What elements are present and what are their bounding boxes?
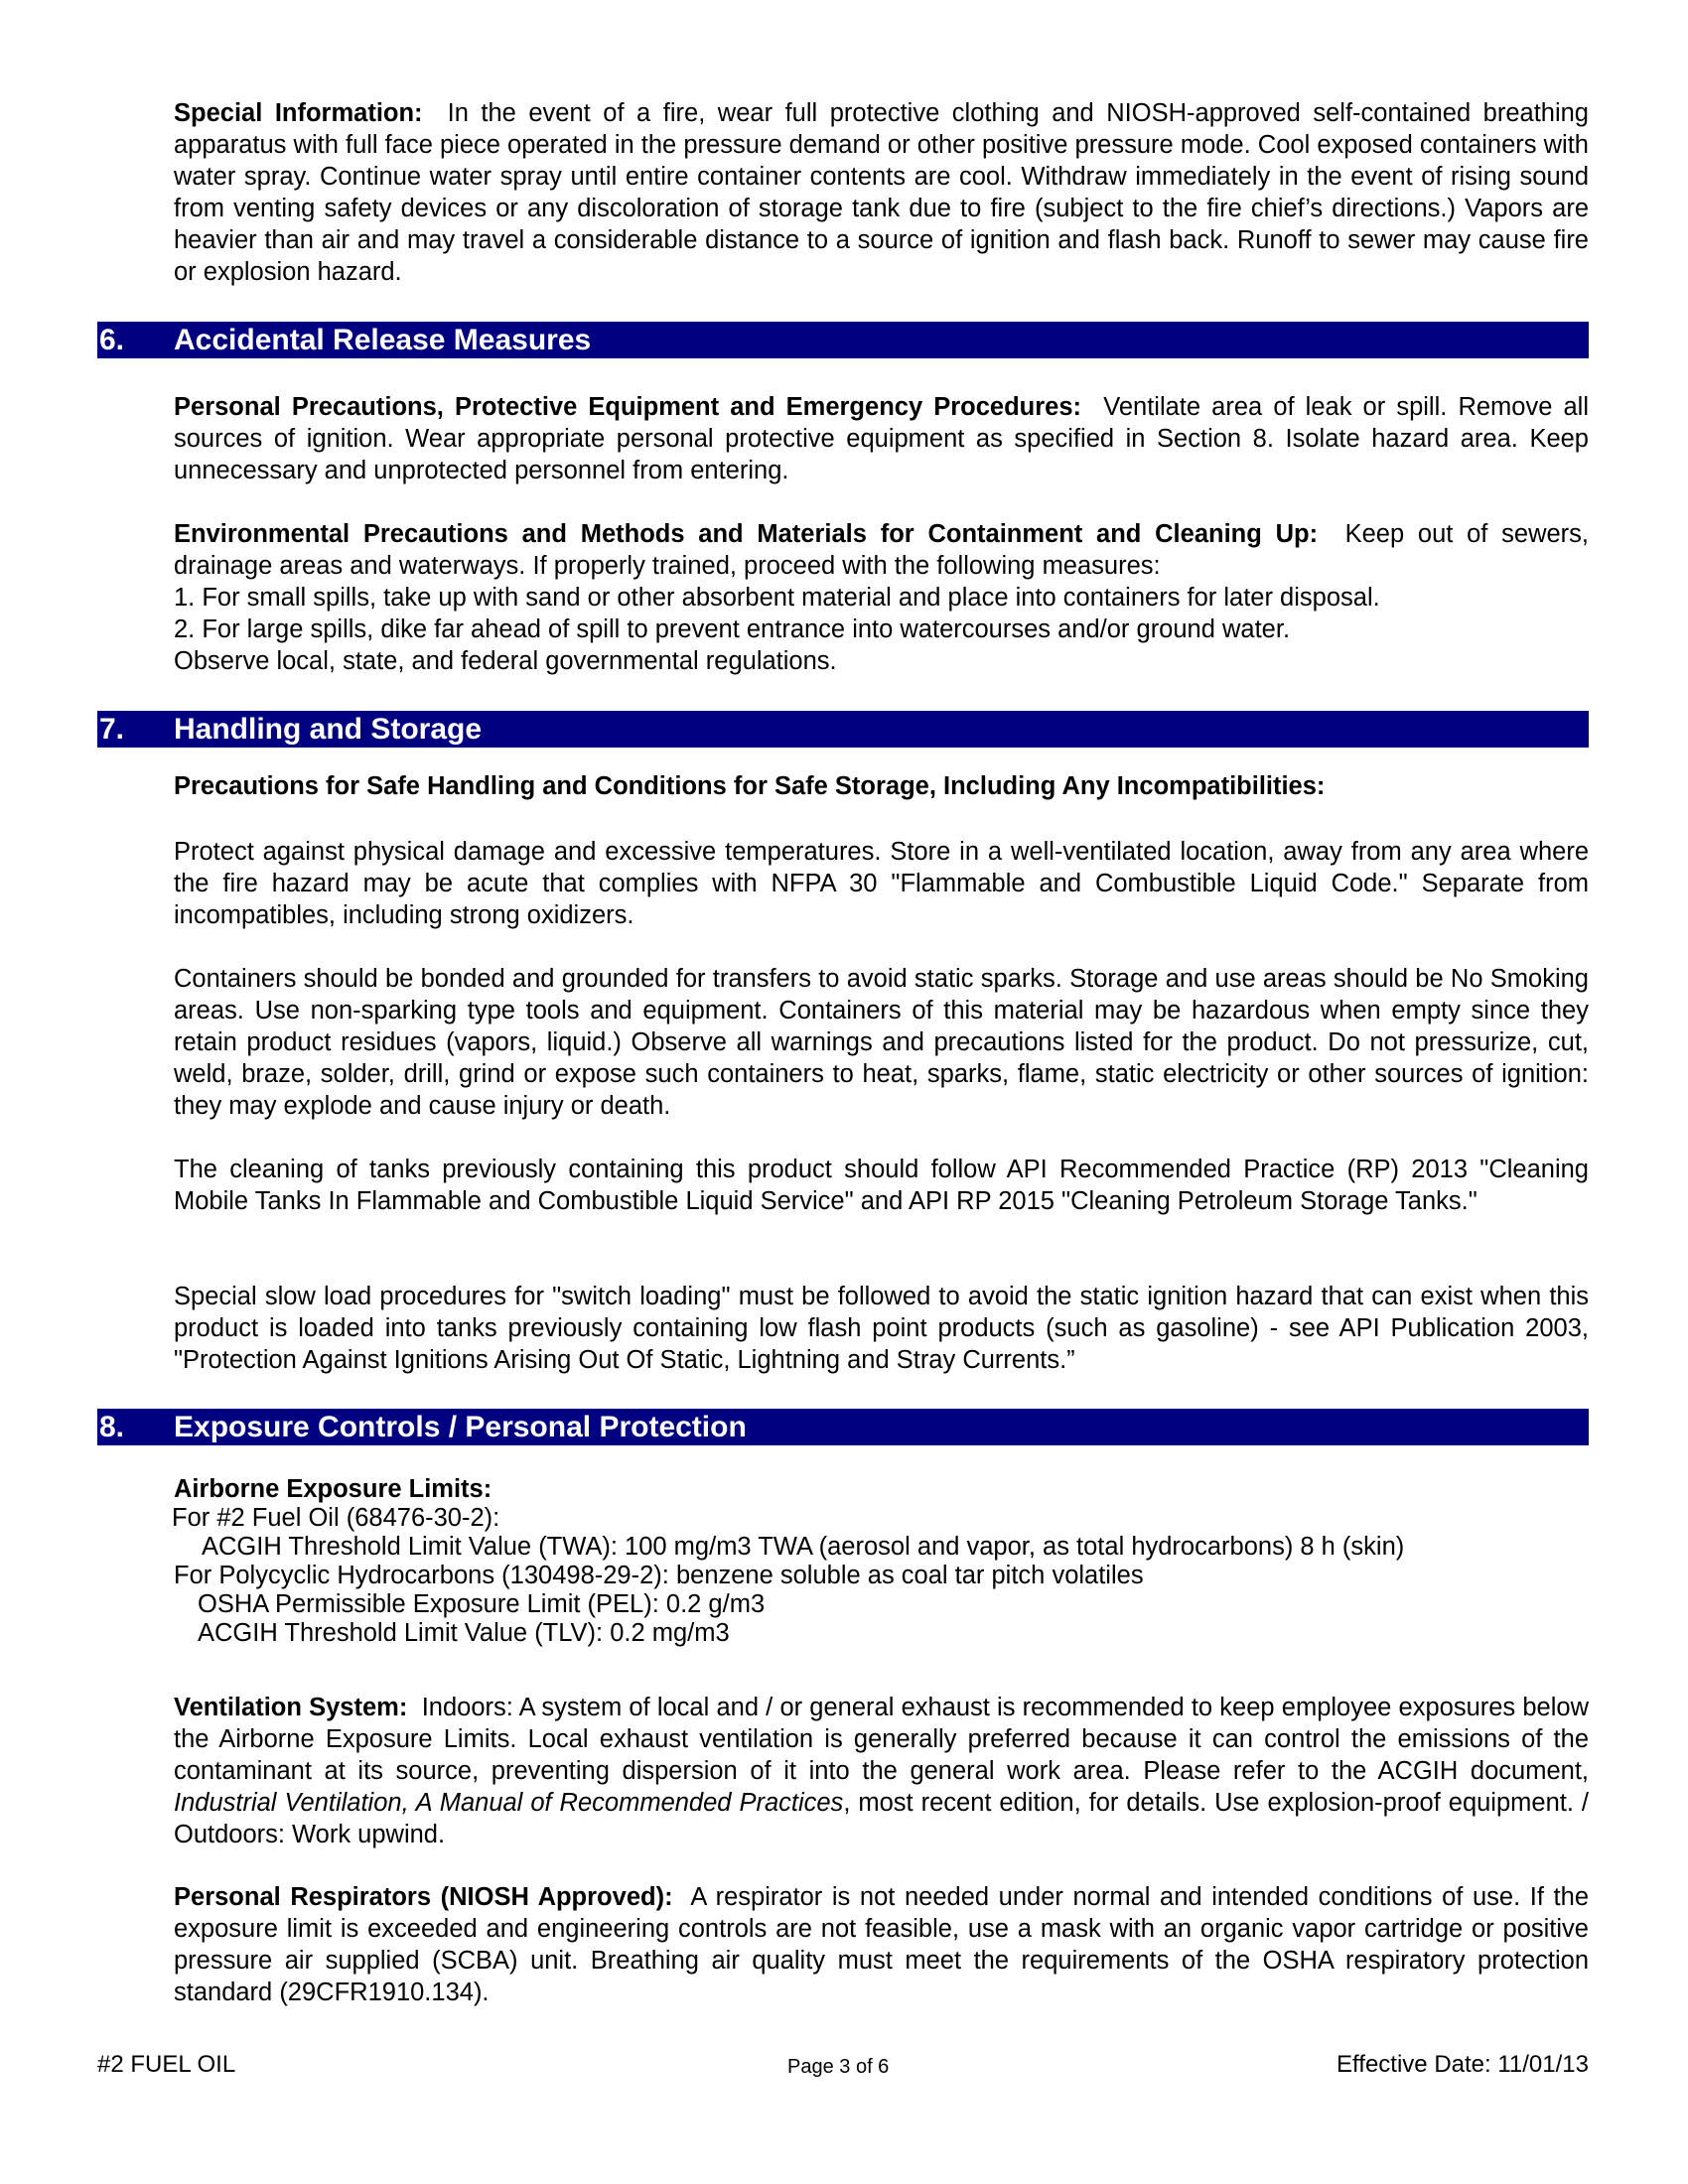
personal-respirators bbox=[174, 1881, 1589, 2008]
special-information-text: In the event of a fire, wear full protective clothing and NIOSH-approved self-contained breathing apparatus with full face piece operated in the pressure demand or other positive pressure mode. Cool exposed containers with water spray. Continue water spray until entire container contents are cool. Withdraw immediately in the event of rising sound from venting safety devices or any discoloration of storage tank due to fire (subject to the fire chief’s directions.) Vapors are heavier than air and may travel a considerable distance to a source of ignition and flash back. Runoff to sewer may cause fire or explosion hazard. bbox=[174, 99, 1589, 286]
section-7-title: Handling and Storage bbox=[174, 713, 483, 746]
handling-paragraph-1: Protect against physical damage and excessive temperatures. Store in a well-ventilated location, away from any area where the fire hazard may be acute that complies with NFPA 30 "Flammable and Combustible Liquid Code." Separate from incompatibles, including strong oxidizers. bbox=[174, 838, 1589, 929]
airborne-exposure-limits bbox=[174, 1475, 1404, 1648]
spill-measure-large: 2. For large spills, dike far ahead of spill to prevent entrance into watercourses and/or ground water. bbox=[174, 615, 1291, 643]
personal-precautions-label: Personal Precautions, Protective Equipment and Emergency Procedures: bbox=[174, 393, 1082, 421]
personal-precautions-text: Ventilate area of leak or spill. Remove all sources of ignition. Wear appropriate personal protective equipment as specified in Section 8. Isolate hazard area. Keep unnecessary and unprotected personnel from entering. bbox=[174, 393, 1590, 484]
environmental-precautions bbox=[174, 518, 1589, 677]
footer-page-number: Page 3 of 6 bbox=[787, 2056, 890, 2078]
airborne-exposure-label: Airborne Exposure Limits: bbox=[174, 1475, 492, 1503]
ventilation-label: Ventilation System: bbox=[174, 1694, 408, 1721]
section-7-header bbox=[97, 711, 1589, 748]
ventilation-reference-title: Industrial Ventilation, A Manual of Recommended Practices bbox=[174, 1789, 844, 1817]
footer-effective-date: Effective Date: 11/01/13 bbox=[1336, 2051, 1589, 2078]
osha-pel-line: OSHA Permissible Exposure Limit (PEL): 0.2 g/m3 bbox=[198, 1590, 766, 1618]
special-information bbox=[174, 97, 1589, 288]
spill-measure-small: 1. For small spills, take up with sand or other absorbent material and place into containers for later disposal. bbox=[174, 584, 1380, 612]
ventilation-text: Indoors: A system of local and / or general exhaust is recommended to keep employee exposures below the Airborne Exposure Limits. Local exhaust ventilation is generally preferred because it can control the emissions of the contaminant at its source, preventing dispersion of it into the general work area. Please refer to the ACGIH document, bbox=[174, 1694, 1589, 1785]
environmental-precautions-label: Environmental Precautions and Methods and Materials for Containment and Cleaning Up: bbox=[174, 520, 1319, 548]
ventilation-text-end: , most recent edition, for details. Use explosion-proof equipment. / Outdoors: Work upwind. bbox=[174, 1789, 1589, 1848]
section-8-number: 8. bbox=[99, 1411, 125, 1443]
regulations-note: Observe local, state, and federal governmental regulations. bbox=[174, 647, 837, 675]
handling-subheading: Precautions for Safe Handling and Conditions for Safe Storage, Including Any Incompatibilities: bbox=[174, 772, 1326, 800]
section-8-header bbox=[97, 1409, 1589, 1445]
footer-product: #2 FUEL OIL bbox=[97, 2051, 236, 2078]
section-8-title: Exposure Controls / Personal Protection bbox=[174, 1411, 747, 1443]
personal-precautions bbox=[174, 391, 1589, 486]
section-6-title: Accidental Release Measures bbox=[174, 324, 592, 356]
respirators-label: Personal Respirators (NIOSH Approved): bbox=[174, 1883, 673, 1911]
environmental-precautions-text: Keep out of sewers, drainage areas and waterways. If properly trained, proceed with the following measures: bbox=[174, 520, 1590, 580]
polycyclic-line: For Polycyclic Hydrocarbons (130498-29-2): benzene soluble as coal tar pitch volatiles bbox=[174, 1562, 1144, 1589]
ventilation-system bbox=[174, 1692, 1589, 1850]
handling-paragraph-2: Containers should be bonded and grounded for transfers to avoid static sparks. Storage and use areas should be No Smoking areas. Use non-sparking type tools and equipment. Containers of this material may be hazardous when empty since they retain product residues (vapors, liquid.) Observe all warnings and precautions listed for the product. Do not pressurize, cut, weld, braze, solder, drill, grind or expose such containers to heat, sparks, flame, static electricity or other sources of ignition: they may explode and cause injury or death. bbox=[174, 965, 1589, 1120]
section-7-number: 7. bbox=[99, 713, 125, 746]
respirators-text: A respirator is not needed under normal and intended conditions of use. If the exposure limit is exceeded and engineering controls are not feasible, use a mask with an organic vapor cartridge or positive pressure air supplied (SCBA) unit. Breathing air quality must meet the requirements of the OSHA respiratory protection standard (29CFR1910.134). bbox=[174, 1883, 1589, 2006]
acgih-twa-line: ACGIH Threshold Limit Value (TWA): 100 mg/m3 TWA (aerosol and vapor, as total hydrocarbons) 8 h (skin) bbox=[202, 1533, 1405, 1561]
special-information-label: Special Information: bbox=[174, 99, 423, 127]
acgih-tlv-line: ACGIH Threshold Limit Value (TLV): 0.2 mg/m3 bbox=[198, 1619, 730, 1647]
fuel-oil-line: For #2 Fuel Oil (68476-30-2): bbox=[172, 1504, 500, 1532]
section-6-number: 6. bbox=[99, 324, 125, 356]
handling-paragraph-4: Special slow load procedures for "switch loading" must be followed to avoid the static ignition hazard that can exist when this product is loaded into tanks previously containing low flash point products (such as gasoline) - see API Publication 2003, "Protection Against Ignitions Arising Out Of Static, Lightning and Stray Currents.” bbox=[174, 1283, 1589, 1374]
handling-paragraph-3: The cleaning of tanks previously containing this product should follow API Recommended Practice (RP) 2013 "Cleaning Mobile Tanks In Flammable and Combustible Liquid Service" and API RP 2015 "Cleaning Petroleum Storage Tanks." bbox=[174, 1156, 1589, 1215]
section-6-header bbox=[97, 322, 1589, 358]
